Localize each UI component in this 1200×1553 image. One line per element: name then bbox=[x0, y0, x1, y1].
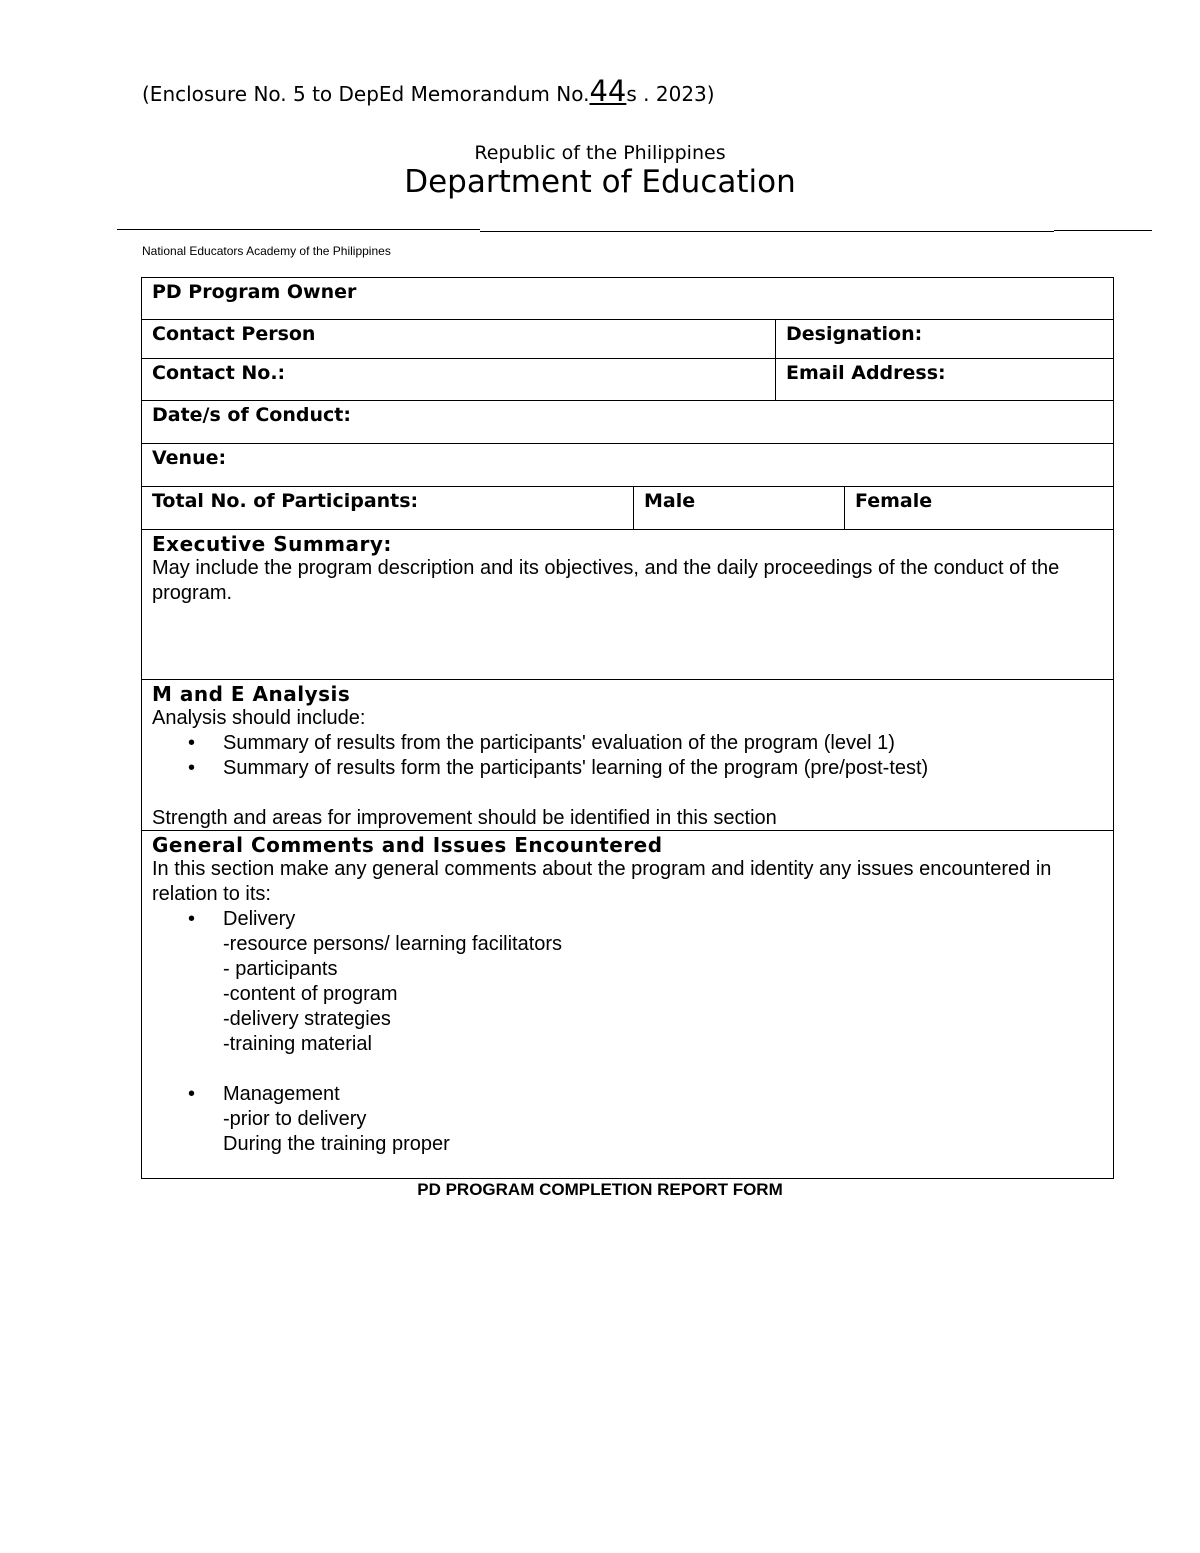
row-participants bbox=[142, 487, 1113, 530]
contact-person-label: Contact Person bbox=[152, 323, 316, 345]
row-contact-person bbox=[142, 320, 1113, 359]
bullet-icon: • bbox=[188, 732, 196, 754]
row-venue bbox=[142, 444, 1113, 487]
management-item: During the training proper bbox=[223, 1133, 450, 1155]
bullet-icon: • bbox=[188, 757, 196, 779]
form-title: PD PROGRAM COMPLETION REPORT FORM bbox=[417, 1180, 783, 1199]
enclosure-suffix: s . 2023) bbox=[626, 82, 715, 106]
list-item: • Summary of results form the participants' learning of the program (pre/post-test) bbox=[188, 757, 929, 779]
list-item: • Summary of results from the participants' evaluation of the program (level 1) bbox=[188, 732, 895, 754]
row-program-owner bbox=[142, 278, 1113, 320]
male-label: Male bbox=[633, 487, 844, 529]
me-analysis-intro: Analysis should include: bbox=[152, 707, 366, 729]
delivery-item: - participants bbox=[223, 958, 338, 980]
row-dates bbox=[142, 401, 1113, 444]
me-analysis-title: M and E Analysis bbox=[152, 682, 351, 706]
venue-label: Venue: bbox=[152, 447, 227, 469]
department-heading: Department of Education bbox=[404, 164, 796, 200]
row-executive-summary bbox=[142, 530, 1113, 680]
completion-report-form bbox=[141, 277, 1114, 1179]
designation-label: Designation: bbox=[775, 320, 1113, 358]
female-label: Female bbox=[844, 487, 1113, 529]
executive-summary-text: May include the program description and its objectives, and the daily proceedings of the conduct of the program. bbox=[152, 557, 1060, 604]
enclosure-line bbox=[142, 74, 715, 108]
dates-label: Date/s of Conduct: bbox=[152, 404, 351, 426]
list-item: • Delivery bbox=[188, 908, 296, 930]
contact-no-label: Contact No.: bbox=[152, 362, 286, 384]
republic-heading: Republic of the Philippines bbox=[474, 142, 726, 164]
bullet-icon: • bbox=[188, 1083, 196, 1105]
row-general-comments bbox=[142, 831, 1113, 1178]
me-analysis-note: Strength and areas for improvement should be identified in this section bbox=[152, 807, 777, 829]
general-comments-intro: In this section make any general comments about the program and identity any issues encountered in relation to its: bbox=[152, 858, 1052, 905]
management-item: -prior to delivery bbox=[223, 1108, 367, 1130]
row-contact-no bbox=[142, 359, 1113, 401]
delivery-list bbox=[152, 907, 1103, 932]
general-comments-title: General Comments and Issues Encountered bbox=[152, 833, 663, 857]
delivery-item: -resource persons/ learning facilitators bbox=[223, 933, 563, 955]
delivery-item: -delivery strategies bbox=[223, 1008, 391, 1030]
delivery-item: -training material bbox=[223, 1033, 372, 1055]
enclosure-prefix: (Enclosure No. 5 to DepEd Memorandum No. bbox=[142, 82, 590, 106]
management-list bbox=[152, 1082, 1103, 1107]
header-divider-main bbox=[480, 231, 1054, 232]
program-owner-label: PD Program Owner bbox=[152, 281, 357, 303]
total-participants-label: Total No. of Participants: bbox=[152, 490, 419, 512]
delivery-item: -content of program bbox=[223, 983, 398, 1005]
me-analysis-bullets bbox=[152, 731, 1103, 781]
academy-name: National Educators Academy of the Philippines bbox=[142, 244, 391, 258]
memo-number: 44 bbox=[589, 74, 627, 108]
executive-summary-title: Executive Summary: bbox=[152, 532, 392, 556]
bullet-icon: • bbox=[188, 908, 196, 930]
row-me-analysis bbox=[142, 680, 1113, 831]
header-divider-right bbox=[1054, 230, 1152, 231]
header-divider-left bbox=[117, 229, 480, 230]
list-item: • Management bbox=[188, 1083, 340, 1105]
email-label: Email Address: bbox=[775, 359, 1113, 400]
